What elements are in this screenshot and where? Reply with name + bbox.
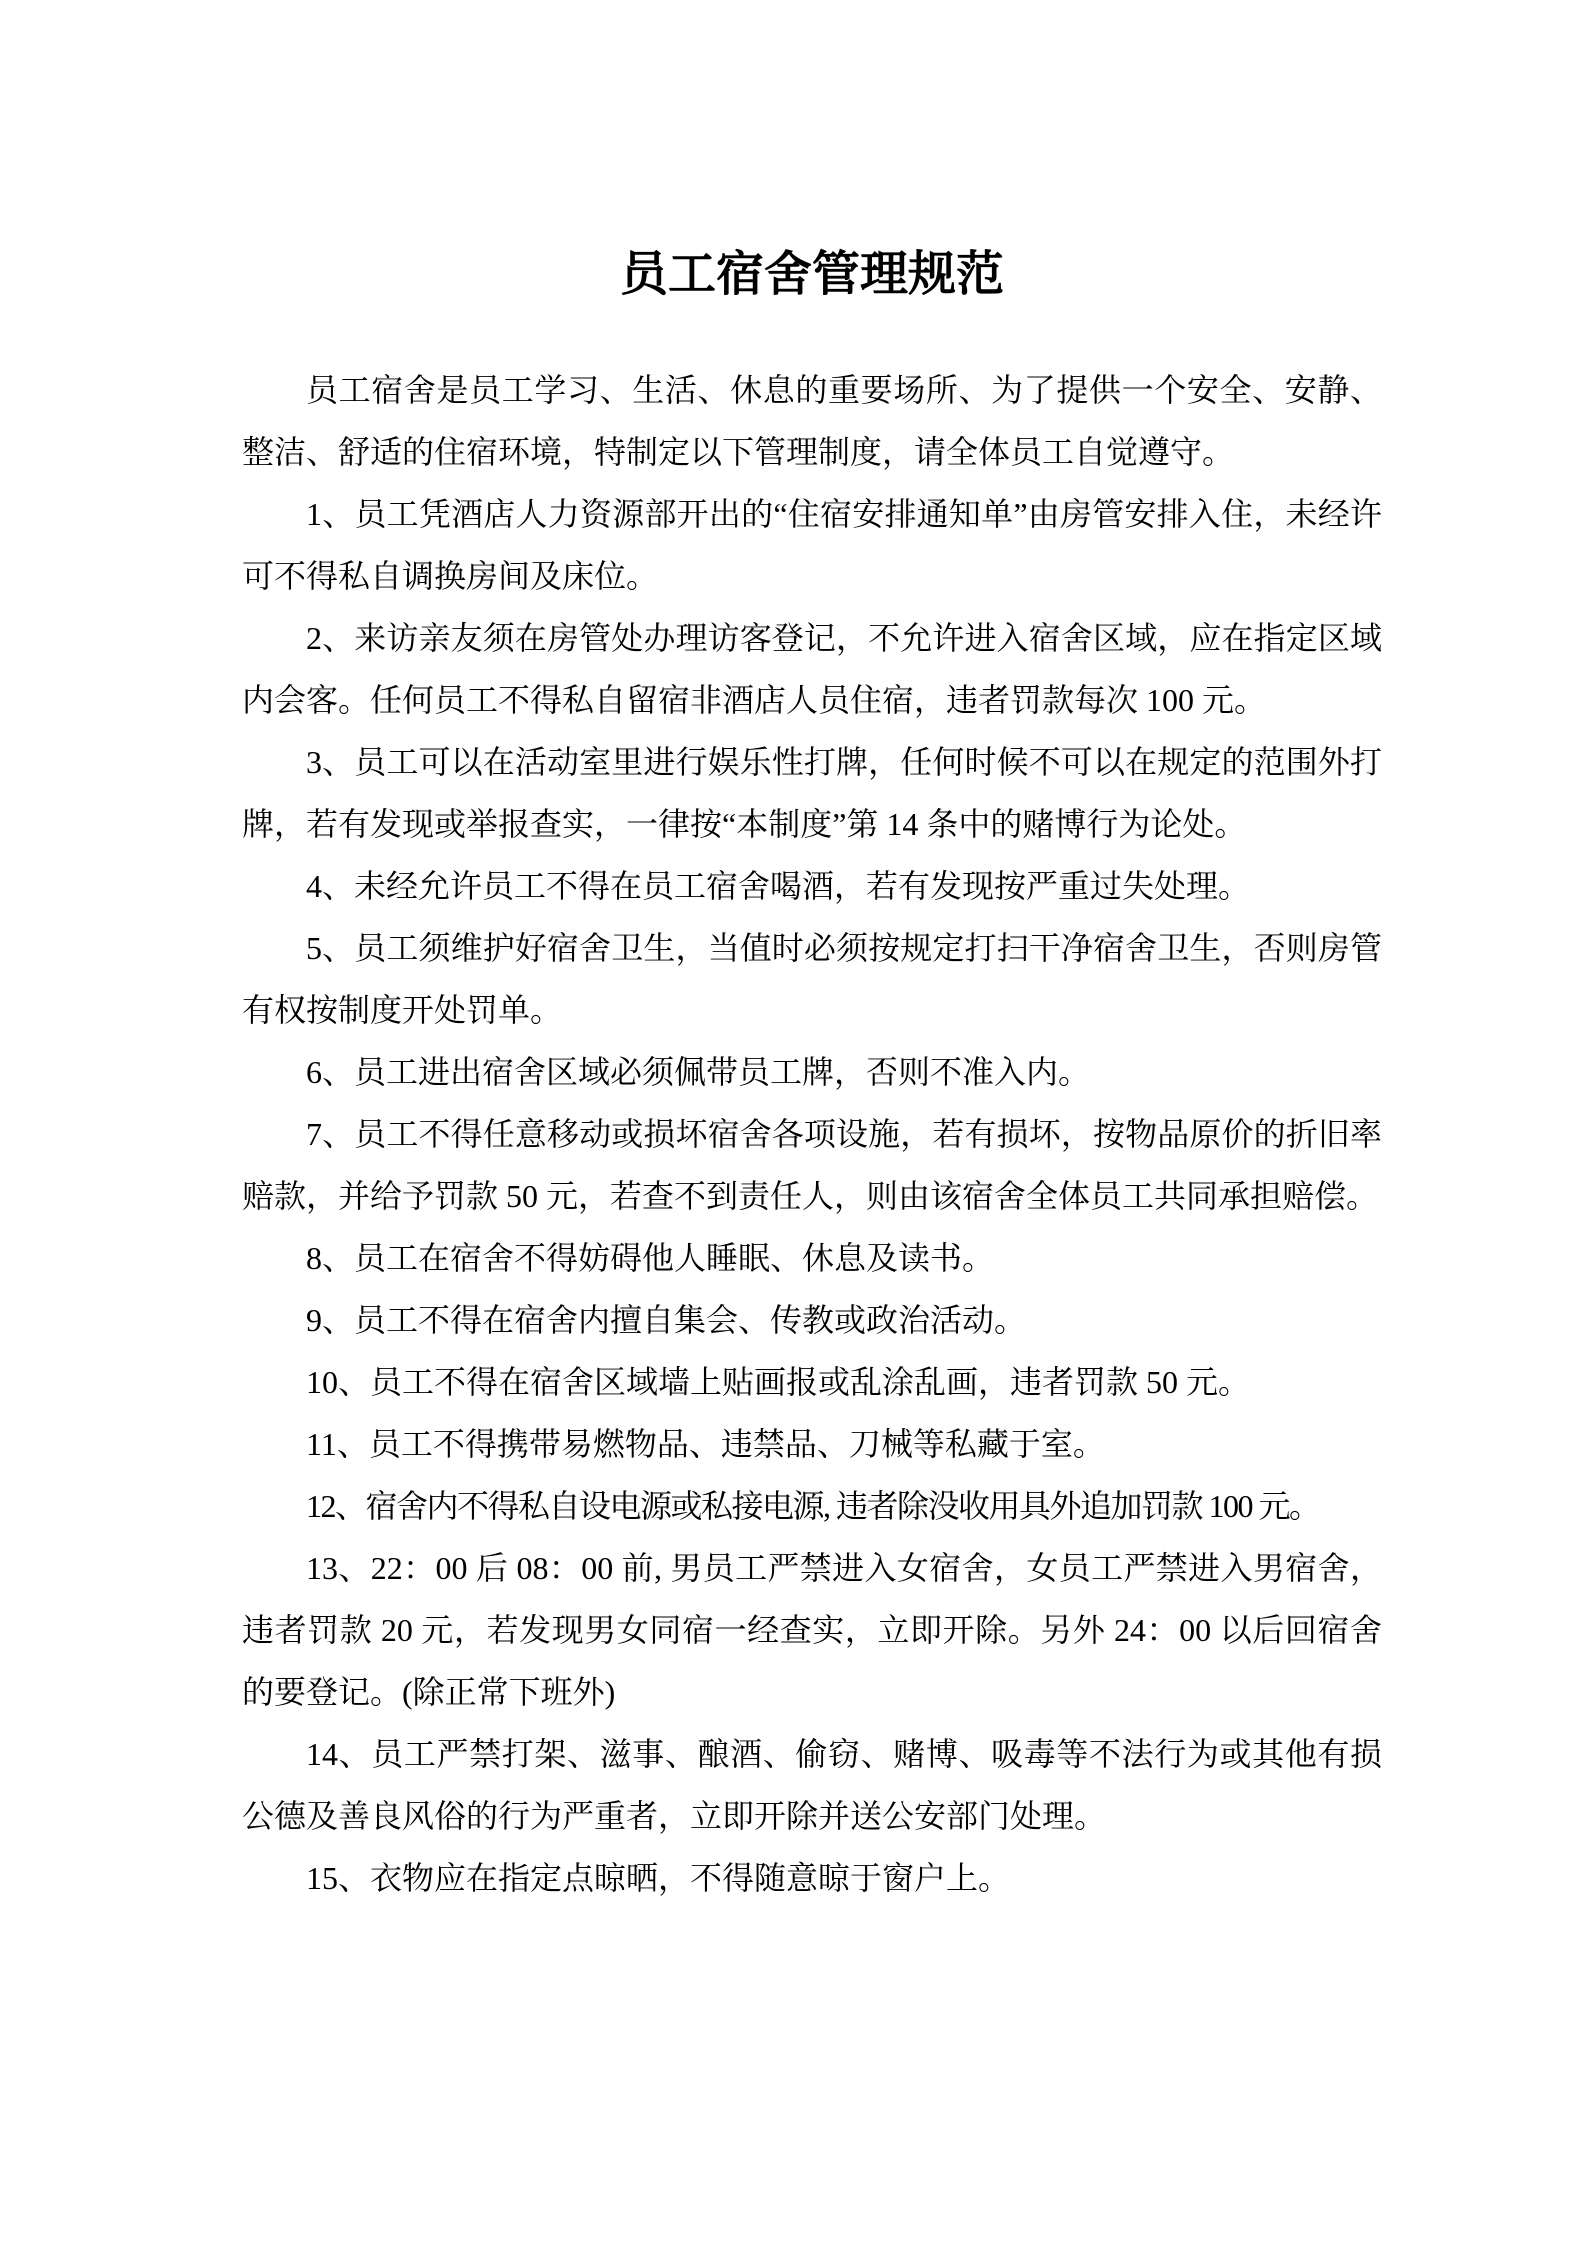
- rule-item-8: 8、员工在宿舍不得妨碍他人睡眠、休息及读书。: [306, 1240, 995, 1276]
- rule-item-11: 11、员工不得携带易燃物品、违禁品、刀械等私藏于室。: [306, 1426, 1105, 1462]
- rule-item-12: 12、宿舍内不得私自设电源或私接电源, 违者除没收用具外追加罚款 100 元。: [306, 1488, 1320, 1524]
- rule-item-7: 7、员工不得任意移动或损坏宿舍各项设施，若有损坏，按物品原价的折旧率赔款，并给予罚款 50 元，若查不到责任人，则由该宿舍全体员工共同承担赔偿。: [242, 1116, 1382, 1214]
- rule-item-5: 5、员工须维护好宿舍卫生，当值时必须按规定打扫干净宿舍卫生，否则房管有权按制度开处罚单。: [242, 930, 1382, 1028]
- rule-item-6: 6、员工进出宿舍区域必须佩带员工牌，否则不准入内。: [306, 1054, 1091, 1090]
- rule-item-15: 15、衣物应在指定点晾晒，不得随意晾于窗户上。: [306, 1860, 1011, 1896]
- rule-item-2: 2、来访亲友须在房管处办理访客登记，不允许进入宿舍区域，应在指定区域内会客。任何员工不得私自留宿非酒店人员住宿，违者罚款每次 100 元。: [242, 620, 1382, 718]
- rule-item-3: 3、员工可以在活动室里进行娱乐性打牌，任何时候不可以在规定的范围外打牌，若有发现或举报查实，一律按“本制度”第 14 条中的赌博行为论处。: [242, 744, 1382, 842]
- rule-item-13: 13、22：00 后 08：00 前, 男员工严禁进入女宿舍，女员工严禁进入男宿舍，违者罚款 20 元，若发现男女同宿一经查实，立即开除。另外 24：00 以后回宿舍的要登记。(除正常下班外): [242, 1550, 1382, 1710]
- rule-item-1: 1、员工凭酒店人力资源部开出的“住宿安排通知单”由房管安排入住，未经许可不得私自调换房间及床位。: [242, 496, 1382, 594]
- intro-paragraph: 员工宿舍是员工学习、生活、休息的重要场所、为了提供一个安全、安静、整洁、舒适的住宿环境，特制定以下管理制度，请全体员工自觉遵守。: [242, 372, 1382, 470]
- rule-item-4: 4、未经允许员工不得在员工宿舍喝酒，若有发现按严重过失处理。: [306, 868, 1251, 904]
- rule-item-9: 9、员工不得在宿舍内擅自集会、传教或政治活动。: [306, 1302, 1027, 1338]
- rule-item-14: 14、员工严禁打架、滋事、酿酒、偷窃、赌博、吸毒等不法行为或其他有损公德及善良风俗的行为严重者，立即开除并送公安部门处理。: [242, 1736, 1382, 1834]
- rule-item-10: 10、员工不得在宿舍区域墙上贴画报或乱涂乱画，违者罚款 50 元。: [306, 1364, 1251, 1400]
- document-title: 员工宿舍管理规范: [619, 248, 1004, 301]
